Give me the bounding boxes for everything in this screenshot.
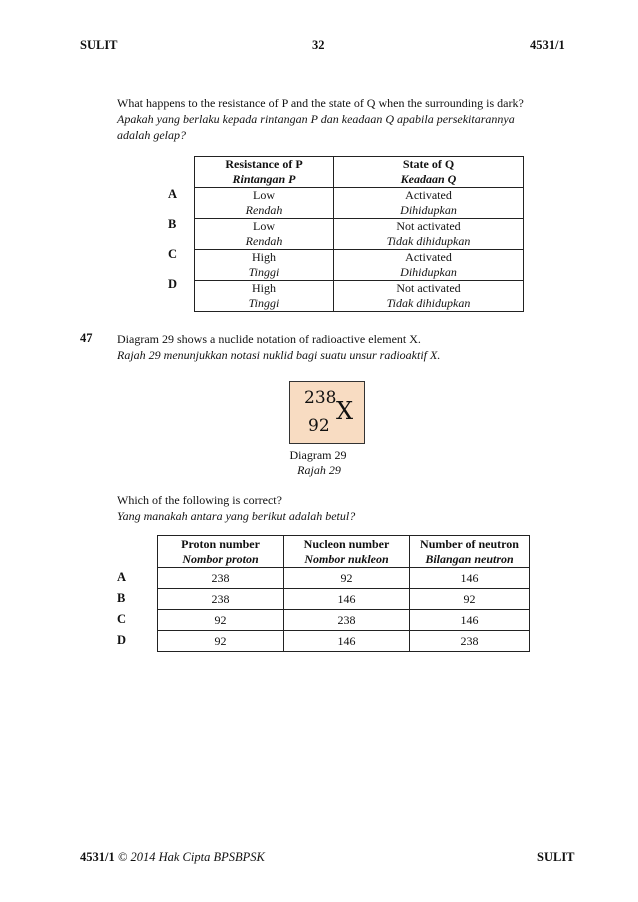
table-row: High Tinggi Not activated Tidak dihidupkan	[195, 281, 524, 312]
q47-intro-ms: Rajah 29 menunjukkan notasi nuklid bagi suatu unsur radioaktif X.	[117, 348, 441, 362]
q46-question-ms-2: adalah gelap?	[117, 128, 186, 142]
header-sulit: SULIT	[80, 38, 118, 52]
nuclide-notation	[289, 381, 365, 444]
q47-number: 47	[80, 331, 93, 345]
q46-option-c[interactable]: C	[168, 247, 178, 261]
header-proton: Proton number Nombor proton	[158, 536, 284, 568]
header-state: State of Q Keadaan Q	[334, 157, 524, 188]
table-row: 92 146 238	[158, 631, 530, 652]
q47-option-a[interactable]: A	[117, 570, 127, 584]
table-row: Low Rendah Not activated Tidak dihidupkan	[195, 219, 524, 250]
page-number: 32	[312, 38, 325, 52]
q47-option-c[interactable]: C	[117, 612, 127, 626]
header-nucleon: Nucleon number Nombor nukleon	[284, 536, 410, 568]
footer-sulit: SULIT	[537, 850, 575, 864]
q46-option-d[interactable]: D	[168, 277, 178, 291]
q47-intro-en: Diagram 29 shows a nuclide notation of radioactive element X.	[117, 332, 421, 346]
q46-question-en: What happens to the resistance of P and the state of Q when the surrounding is dark?	[117, 96, 524, 110]
header-resistance: Resistance of P Rintangan P	[195, 157, 334, 188]
table-row: 238 146 92	[158, 589, 530, 610]
q46-question-ms-1: Apakah yang berlaku kepada rintangan P dan keadaan Q apabila persekitarannya	[117, 112, 515, 126]
table-row: 238 92 146	[158, 568, 530, 589]
q47-option-d[interactable]: D	[117, 633, 127, 647]
q47-question-ms: Yang manakah antara yang berikut adalah betul?	[117, 509, 356, 523]
diagram-caption-ms: Rajah 29	[297, 463, 341, 477]
atomic-number: 92	[308, 416, 330, 436]
mass-number: 238	[304, 388, 337, 408]
q47-question-en: Which of the following is correct?	[117, 493, 282, 507]
q46-option-a[interactable]: A	[168, 187, 178, 201]
header-neutron: Number of neutron Bilangan neutron	[410, 536, 530, 568]
table-row: Low Rendah Activated Dihidupkan	[195, 188, 524, 219]
diagram-caption-en: Diagram 29	[289, 448, 347, 462]
paper-code: 4531/1	[530, 38, 565, 52]
element-symbol: X	[336, 397, 354, 425]
q46-option-b[interactable]: B	[168, 217, 177, 231]
footer-copyright: 4531/1 © 2014 Hak Cipta BPSBPSK	[80, 850, 265, 864]
q46-answer-table	[194, 156, 524, 312]
table-row: 92 238 146	[158, 610, 530, 631]
q47-option-b[interactable]: B	[117, 591, 126, 605]
table-row: High Tinggi Activated Dihidupkan	[195, 250, 524, 281]
q47-answer-table	[157, 535, 530, 652]
